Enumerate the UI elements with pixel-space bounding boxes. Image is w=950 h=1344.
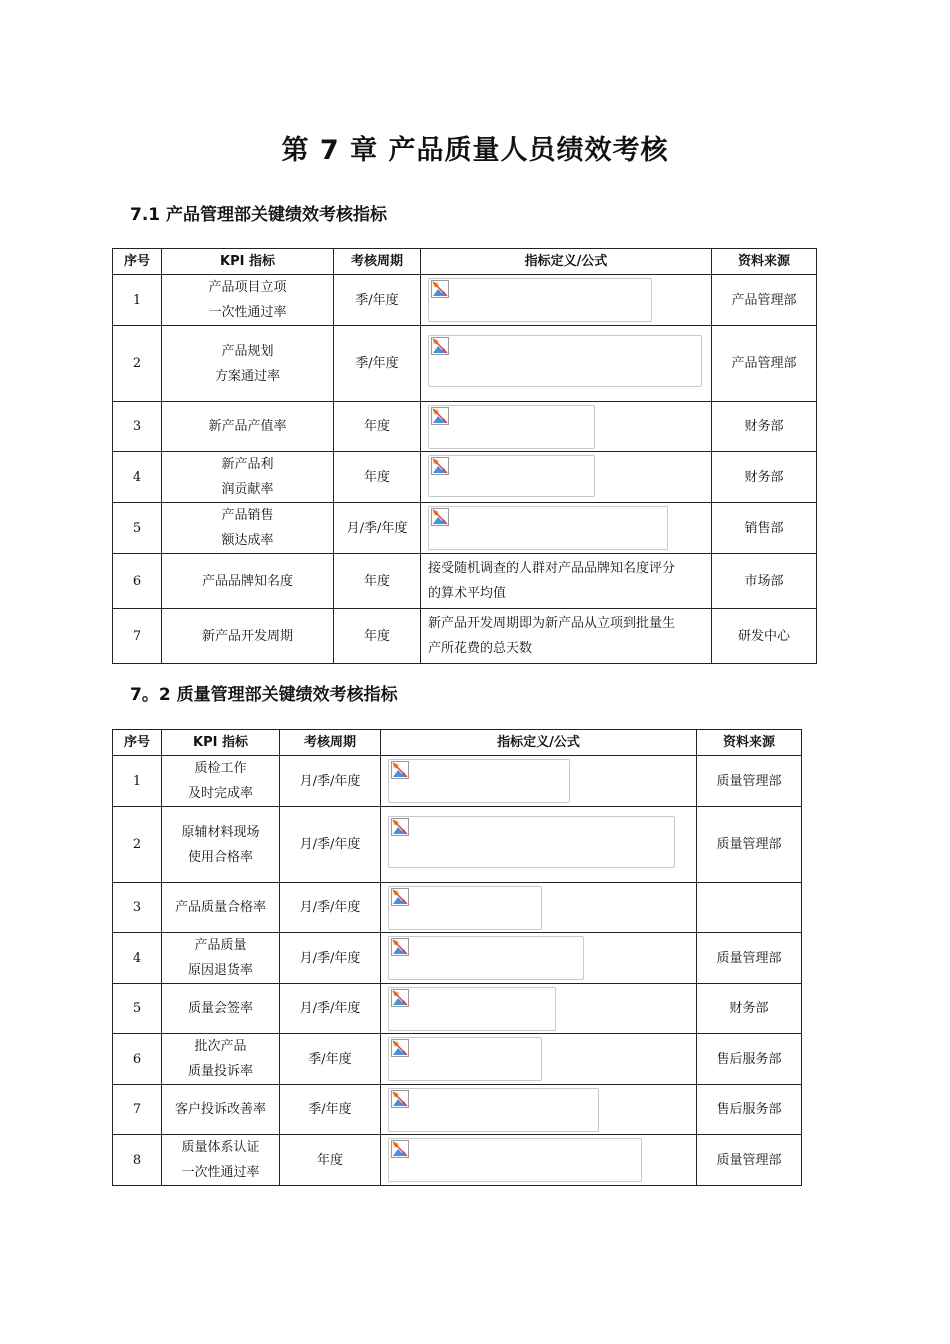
header-period: 考核周期 [280,730,381,756]
formula-image [388,1138,642,1182]
kpi-name: 产品质量合格率 [162,883,280,933]
source: 财务部 [697,984,802,1034]
formula-cell [421,452,712,503]
formula-cell [421,275,712,326]
kpi-name: 新产品产值率 [162,402,334,452]
header-kpi: KPI 指标 [162,249,334,275]
kpi-name: 产品销售 额达成率 [162,503,334,554]
row-no: 7 [113,609,162,664]
kpi-name: 原辅材料现场 使用合格率 [162,807,280,883]
row-no: 4 [113,933,162,984]
table-row [113,452,817,503]
source: 售后服务部 [697,1034,802,1085]
row-no: 5 [113,984,162,1034]
source: 质量管理部 [697,807,802,883]
broken-image-icon [391,1090,409,1108]
source: 售后服务部 [697,1085,802,1135]
definition-text: 接受随机调查的人群对产品品牌知名度评分 的算术平均值 [421,554,712,609]
row-no: 3 [113,883,162,933]
chapter-title: 第 7 章 产品质量人员绩效考核 [281,135,669,166]
source: 质量管理部 [697,756,802,807]
broken-image-icon [431,457,449,475]
period: 月/季/年度 [280,883,381,933]
row-no: 2 [113,326,162,402]
kpi-name: 产品项目立项 一次性通过率 [162,275,334,326]
table-row [113,1135,802,1186]
formula-image [388,886,542,930]
table-row [113,883,802,933]
broken-image-icon [431,280,449,298]
header-kpi: KPI 指标 [162,730,280,756]
broken-image-icon [391,818,409,836]
kpi-name: 产品品牌知名度 [162,554,334,609]
period: 季/年度 [334,326,421,402]
formula-cell [381,1085,697,1135]
table-row [113,326,817,402]
broken-image-icon [431,407,449,425]
broken-image-icon [391,1140,409,1158]
formula-image [388,759,570,803]
header-definition: 指标定义/公式 [381,730,697,756]
period: 季/年度 [280,1034,381,1085]
kpi-name: 客户投诉改善率 [162,1085,280,1135]
source: 质量管理部 [697,933,802,984]
kpi-name: 产品质量 原因退货率 [162,933,280,984]
header-source: 资料来源 [697,730,802,756]
kpi-name: 新产品利 润贡献率 [162,452,334,503]
formula-image [388,1037,542,1081]
kpi-name: 质检工作 及时完成率 [162,756,280,807]
period: 季/年度 [280,1085,381,1135]
source: 财务部 [712,452,817,503]
row-no: 2 [113,807,162,883]
formula-image [428,455,595,497]
formula-image [388,816,675,868]
header-period: 考核周期 [334,249,421,275]
row-no: 1 [113,756,162,807]
table-row [113,756,802,807]
kpi-name: 质量会签率 [162,984,280,1034]
table-row [113,984,802,1034]
kpi-name: 批次产品 质量投诉率 [162,1034,280,1085]
broken-image-icon [391,989,409,1007]
period: 年度 [334,609,421,664]
formula-image [428,278,652,322]
formula-cell [381,1135,697,1186]
formula-image [388,936,584,980]
table-row [113,275,817,326]
formula-cell [421,503,712,554]
row-no: 3 [113,402,162,452]
header-no: 序号 [113,249,162,275]
formula-image [388,1088,599,1132]
broken-image-icon [391,938,409,956]
broken-image-icon [391,888,409,906]
row-no: 5 [113,503,162,554]
source: 财务部 [712,402,817,452]
period: 月/季/年度 [280,933,381,984]
period: 月/季/年度 [280,984,381,1034]
broken-image-icon [431,337,449,355]
period: 月/季/年度 [280,756,381,807]
period: 年度 [334,452,421,503]
formula-image [428,506,668,550]
period: 月/季/年度 [334,503,421,554]
kpi-table-product-management [112,248,817,664]
broken-image-icon [431,508,449,526]
kpi-name: 新产品开发周期 [162,609,334,664]
broken-image-icon [391,1039,409,1057]
formula-cell [421,402,712,452]
table-header-row [113,730,802,756]
formula-image [428,335,702,387]
formula-cell [421,326,712,402]
source: 研发中心 [712,609,817,664]
section-title-2: 7。2 质量管理部关键绩效考核指标 [130,685,398,705]
period: 月/季/年度 [280,807,381,883]
header-definition: 指标定义/公式 [421,249,712,275]
table-row [113,1085,802,1135]
source: 销售部 [712,503,817,554]
formula-cell [381,756,697,807]
row-no: 7 [113,1085,162,1135]
definition-text: 新产品开发周期即为新产品从立项到批量生 产所花费的总天数 [421,609,712,664]
row-no: 4 [113,452,162,503]
period: 年度 [334,402,421,452]
table-row [113,1034,802,1085]
period: 季/年度 [334,275,421,326]
table-row [113,554,817,609]
header-source: 资料来源 [712,249,817,275]
row-no: 6 [113,1034,162,1085]
period: 年度 [280,1135,381,1186]
header-no: 序号 [113,730,162,756]
row-no: 6 [113,554,162,609]
row-no: 1 [113,275,162,326]
row-no: 8 [113,1135,162,1186]
table-row [113,402,817,452]
formula-image [388,987,556,1031]
formula-cell [381,933,697,984]
formula-image [428,405,595,449]
table-row [113,933,802,984]
table-row [113,609,817,664]
kpi-name: 质量体系认证 一次性通过率 [162,1135,280,1186]
source: 市场部 [712,554,817,609]
source [697,883,802,933]
formula-cell [381,984,697,1034]
table-row [113,807,802,883]
formula-cell [381,883,697,933]
broken-image-icon [391,761,409,779]
source: 质量管理部 [697,1135,802,1186]
period: 年度 [334,554,421,609]
source: 产品管理部 [712,275,817,326]
kpi-name: 产品规划 方案通过率 [162,326,334,402]
section-title-1: 7.1 产品管理部关键绩效考核指标 [130,205,388,225]
formula-cell [381,807,697,883]
table-header-row [113,249,817,275]
table-row [113,503,817,554]
kpi-table-quality-management [112,729,802,1186]
formula-cell [381,1034,697,1085]
source: 产品管理部 [712,326,817,402]
